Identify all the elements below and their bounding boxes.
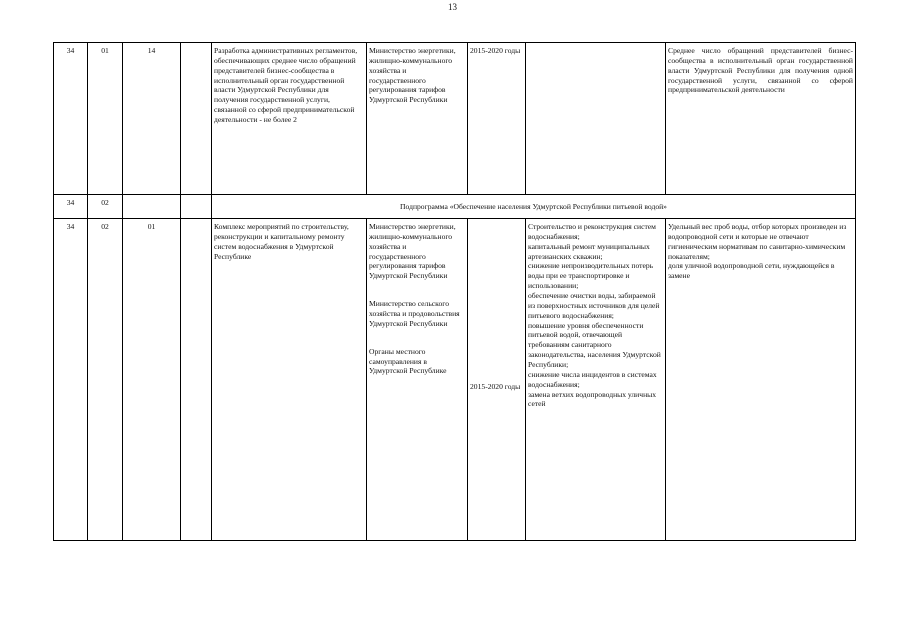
- responsible-executors: [367, 219, 468, 541]
- code-gp: 34: [54, 195, 88, 219]
- code-m: [181, 195, 212, 219]
- code-gp: 34: [54, 219, 88, 541]
- executor-item: Министерство сельского хозяйства и продовольствия Удмуртской Республики: [369, 299, 460, 328]
- indicator-item: доля уличной водопроводной сети, нуждающейся в замене: [668, 261, 835, 281]
- code-m: [181, 43, 212, 195]
- activity-name: Комплекс мероприятий по строительству, реконструкции и капитальному ремонту систем водоснабжения в Удмуртской Республике: [212, 219, 367, 541]
- code-gp: 34: [54, 43, 88, 195]
- activity-name: Разработка административных регламентов, обеспечивающих среднее число обращений представителей бизнес-сообщества в исполнительный орган государственной власти Удмуртской Республики для получения государственной услуги, связанной со сферой предпринимательской деятельности - не более 2: [212, 43, 367, 195]
- result-item: снижение непроизводительных потерь воды при ее транспортировке и использовании;: [528, 261, 654, 291]
- executor-item: Министерство энергетики, жилищно-коммунального хозяйства и государственного регулирования тарифов Удмуртской Республики: [369, 222, 456, 281]
- code-om: 01: [123, 219, 181, 541]
- expected-results: [526, 43, 666, 195]
- implementation-period: 2015-2020 годы: [468, 43, 526, 195]
- implementation-period: [468, 219, 526, 541]
- indicator-item: Удельный вес проб воды, отбор которых произведен из водопроводной сети и которые не отвечают гигиеническим нормативам по санитарно-химическим показателям;: [668, 222, 847, 261]
- expected-results: [526, 219, 666, 541]
- code-m: [181, 219, 212, 541]
- result-item: капитальный ремонт муниципальных артезианских скважин;: [528, 241, 650, 261]
- table-row: [54, 195, 856, 219]
- executor-item: Органы местного самоуправления в Удмуртской Республике: [369, 346, 447, 376]
- result-item: замена ветхих водопроводных уличных сетей: [528, 389, 657, 409]
- code-om: [123, 195, 181, 219]
- result-item: снижение числа инцидентов в системах водоснабжения;: [528, 369, 657, 389]
- target-indicator: [666, 219, 856, 541]
- code-om: 14: [123, 43, 181, 195]
- program-activities-table: [53, 42, 856, 541]
- code-pp: 02: [88, 219, 123, 541]
- table-row: [54, 219, 856, 541]
- period-text: 2015-2020 годы: [470, 382, 521, 391]
- responsible-executor: Министерство энергетики, жилищно-коммунального хозяйства и государственного регулирования тарифов Удмуртской Республики: [367, 43, 468, 195]
- page-number: 13: [448, 2, 457, 12]
- table-row: [54, 43, 856, 195]
- subprogram-title: Подпрограмма «Обеспечение населения Удмуртской Республики питьевой водой»: [212, 195, 856, 219]
- result-item: обеспечение очистки воды, забираемой из поверхностных источников для целей питьевого водоснабжения;: [528, 291, 660, 320]
- code-pp: 01: [88, 43, 123, 195]
- target-indicator: Среднее число обращений представителей бизнес-сообщества в исполнительный орган государственной власти Удмуртской Республики для получения одной государственной услуги, связанной со сферой предпринимательской деятельности: [666, 43, 856, 195]
- code-pp: 02: [88, 195, 123, 219]
- result-item: повышение уровня обеспеченности питьевой водой, отвечающей требованиям санитарного законодательства, населения Удмуртской Республики;: [528, 320, 661, 370]
- result-item: Строительство и реконструкция систем водоснабжения;: [528, 222, 656, 241]
